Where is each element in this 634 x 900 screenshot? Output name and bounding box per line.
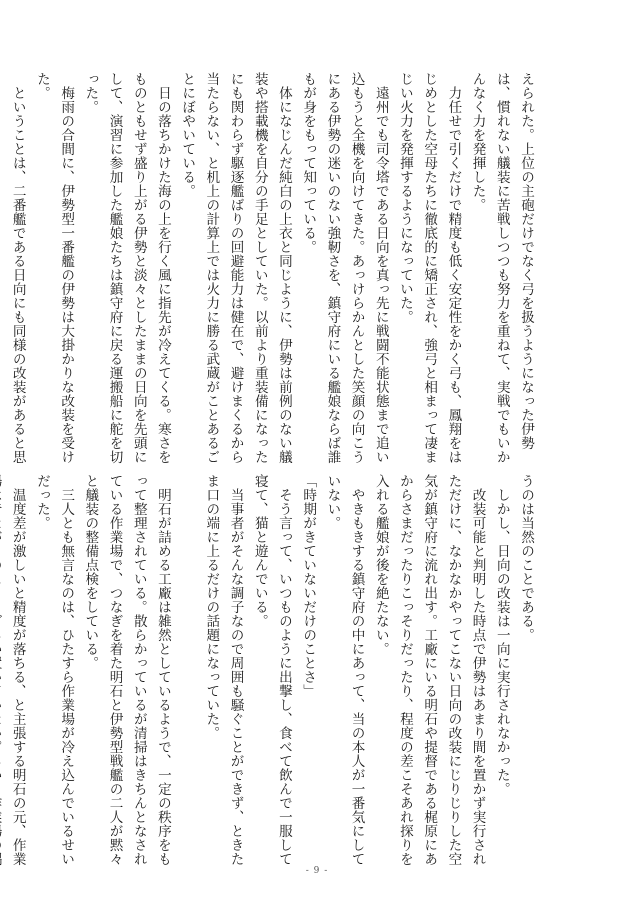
page-number: - 9 - [305,866,329,876]
upper-text-block: えられた。上位の主砲だけでなく弓を扱うようになった伊勢 は、慣れない艤装に苦戦しつつも努力を重ねて、実戦でもいか んなく力を発揮した。 力任せで引くだけで精度も低く安定性をかく弓も、鳳翔をは じめとした空母たちに徹底的に矯正され、強弓と相まって凄ま じい火力を発揮するようになっていた。 遠州でも司令塔である日向を真っ先に戦闘不能状態まで追い 込もうと全機を向けてきた。あっけらかんとした笑顔の向こう にある伊勢の迷いのない強靭さを、鎮守府にいる艦娘ならば誰 もが身をもって知っている。 体になじんだ純白の上衣と同じように、伊勢は前例のない艤 装や搭載機を自分の手足としていた。以前より重装備になった にも関わらず駆逐艦ばりの回避能力は健在で、避けまくるから 当たらない、と机上の計算上では火力に勝る武蔵がことあるご とにぼやいている。 日の落ちかけた海の上を行く風に指先が冷えてくる。寒さを ものともせず盛り上がる伊勢と淡々としたままの日向を先頭に して、演習に参加した艦娘たちは鎮守府に戻る運搬船に舵を切 った。 梅雨の合間に、伊勢型一番艦の伊勢は大掛かりな改装を受け た。 ということは、二番艦である日向にも同様の改装があると思 [9,72,534,464]
lower-text-block: うのは当然のことである。 しかし、日向の改装は一向に実行されなかった。 改装可能と判明した時点で伊勢はあまり間を置かず実行され ただけに、なかなかやってこない日向の改装にじりじりした空 気が鎮守府に流れ出す。工廠にいる明石や提督である梶原にあ からさまだったりこっそりだったり、程度の差こそあれ探りを 入れる艦娘が後を絶たない。 やきもきする鎮守府の中にあって、当の本人が一番気にして いない。 「時期がきていないだけのことさ」 そう言って、いつものように出撃し、食べて飲んで一服して 寝て、猫と遊んでいる。 当事者がそんな調子なので周囲も騒ぐことができず、ときた ま口の端に上るだけの話題になっていた。 明石が詰める工廠は雑然としているようで、一定の秩序をも って整理されている。散らかっているが清掃はきちんとなされ ている作業場で、つなぎを着た明石と伊勢型戦艦の二人が黙々 と艤装の整備点検をしている。 三人とも無言なのは、ひたすら作業場が冷え込んでいるせい だった。 温度差が激しいと精度が落ちる、と主張する明石の元、作業 [9,474,534,866]
